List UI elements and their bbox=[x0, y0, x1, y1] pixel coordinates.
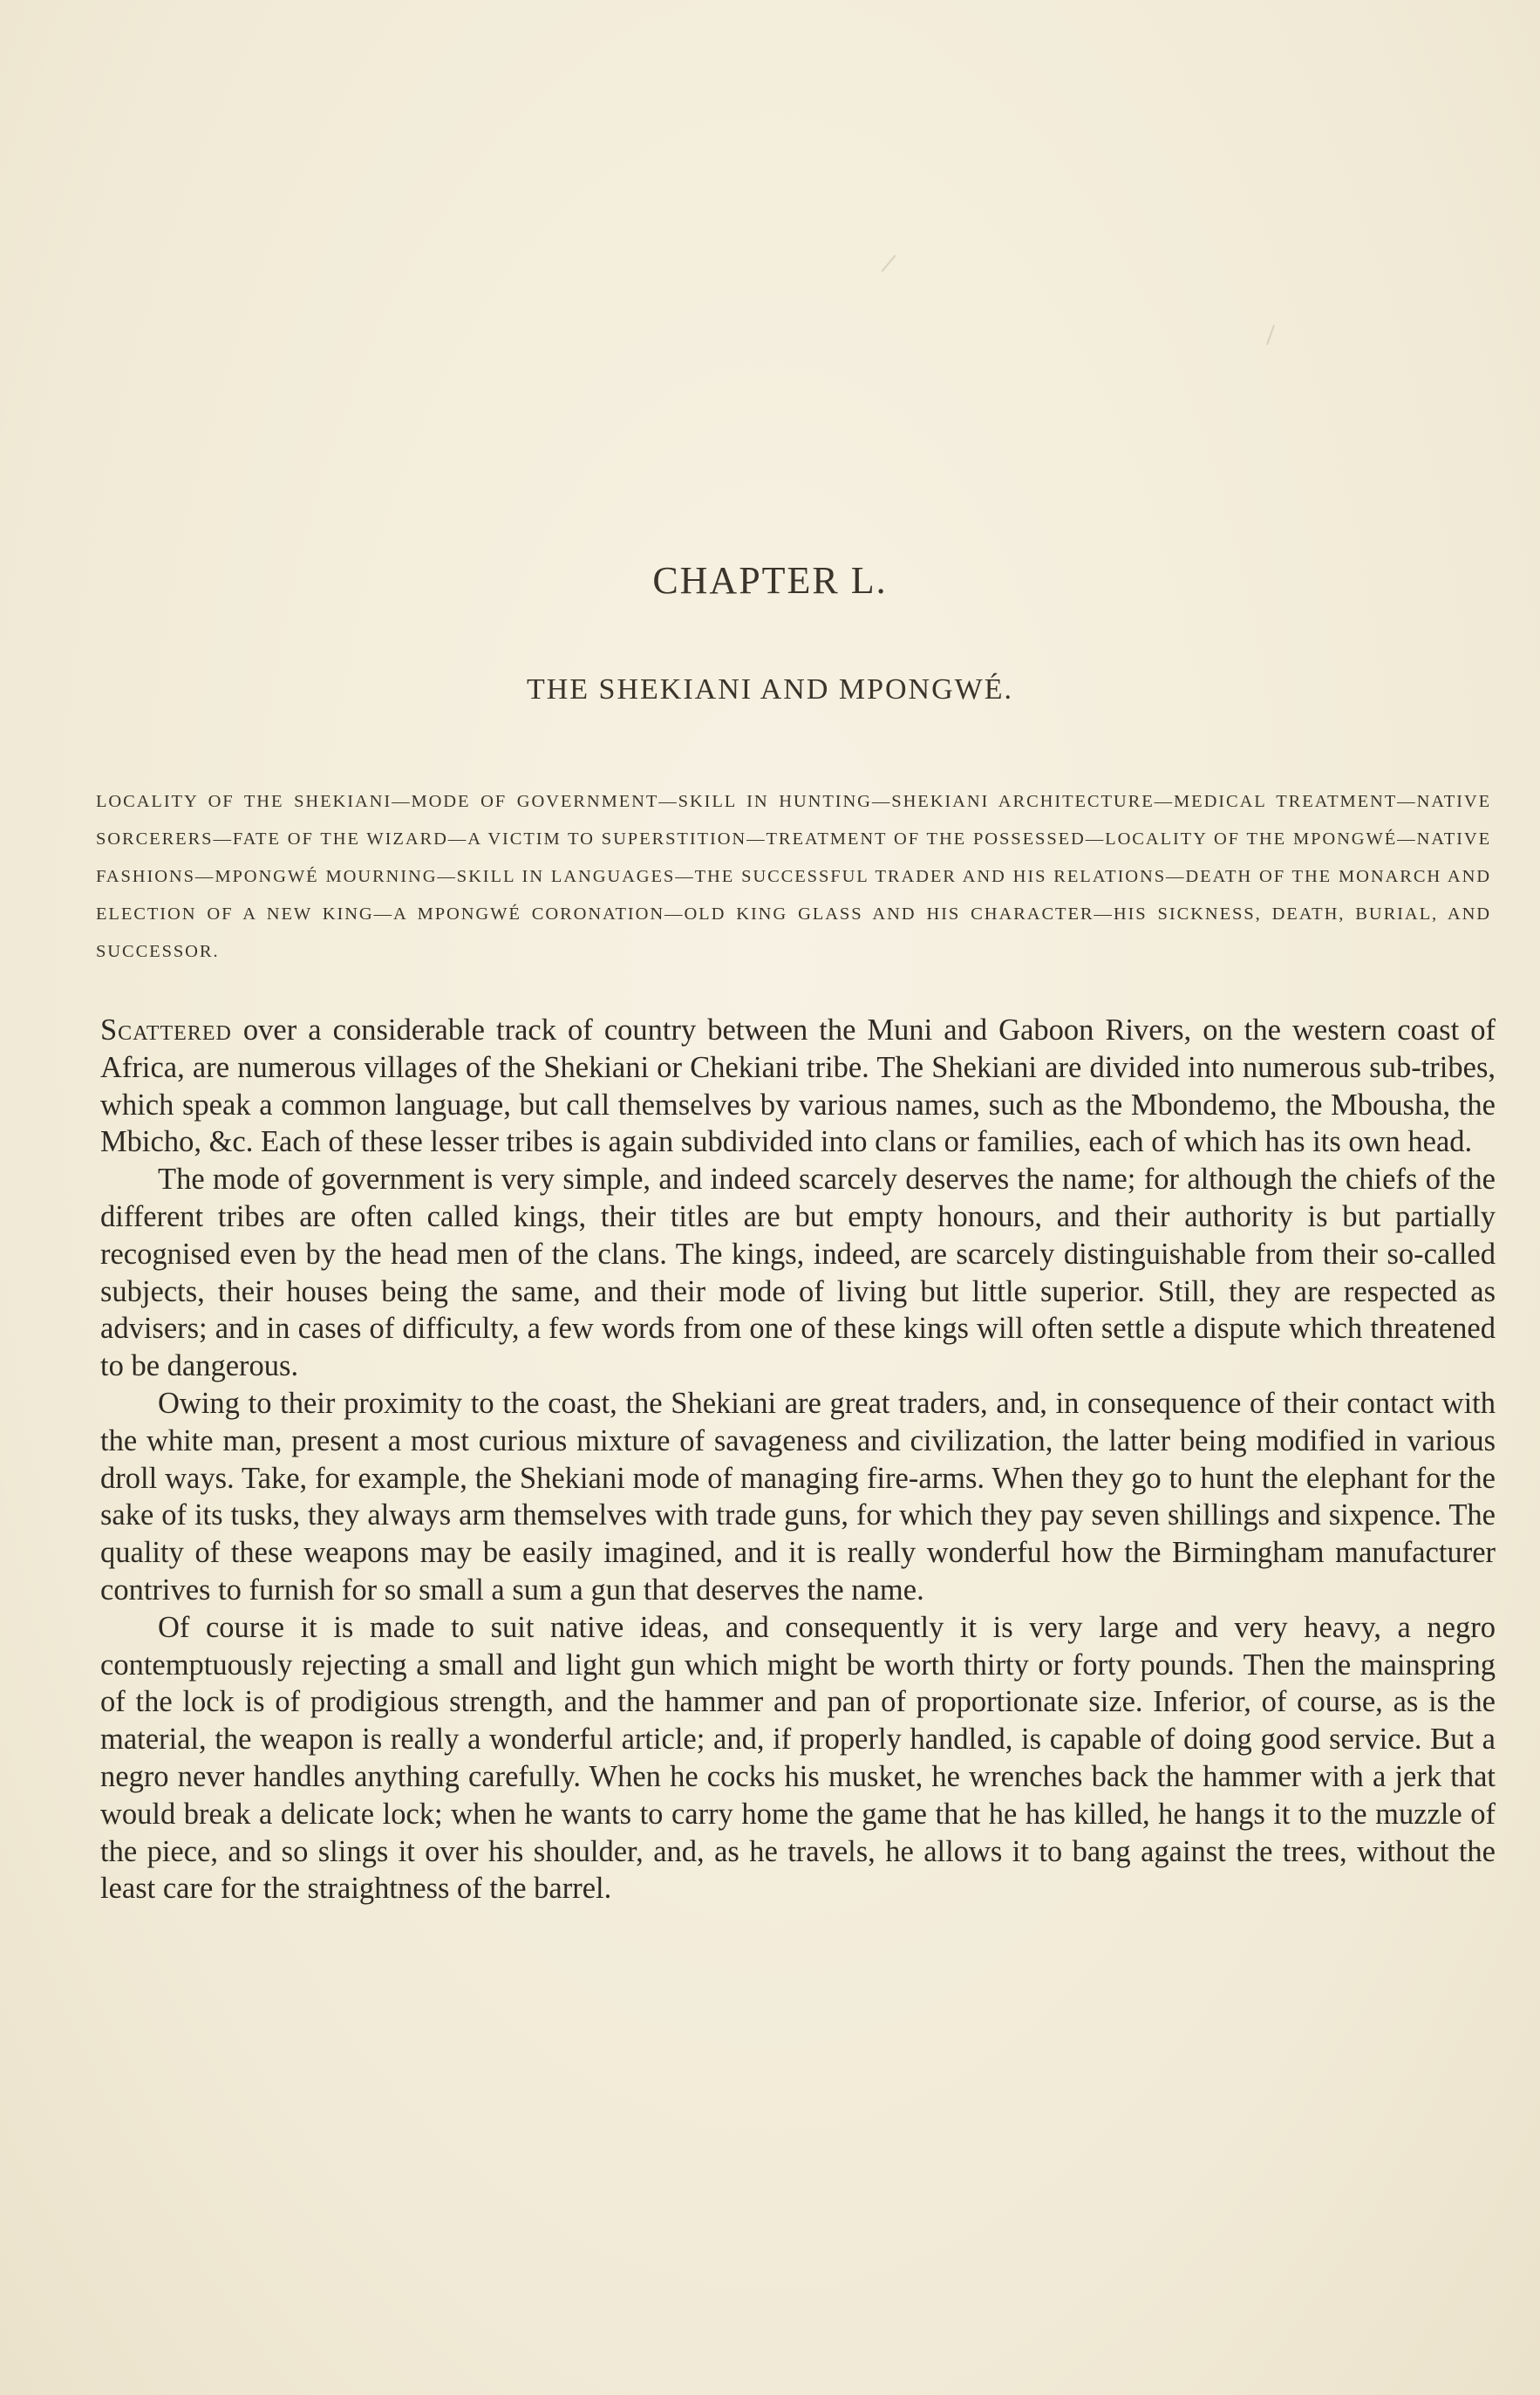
paper-speck bbox=[882, 255, 896, 272]
chapter-body bbox=[100, 1012, 1496, 1907]
paragraph-1-text: over a considerable track of country between the Muni and Gaboon Rivers, on the western coast of Africa, are numerous villages of the Shekiani or Chekiani tribe. The Shekiani are divided into numerous sub-tribes, which speak a common language, but call themselves by various names, such as the Mbondemo, the Mbousha, the Mbicho, &c. Each of these lesser tribes is again subdivided into clans or families, each of which has its own head. bbox=[100, 1013, 1496, 1159]
paragraph-4: Of course it is made to suit native ideas, and consequently it is very large and very heavy, a negro contemptuously rejecting a small and light gun which might be worth thirty or forty pounds. Then the mainspring of the lock is of prodigious strength, and the hammer and pan of proportionate size. Inferior, of course, as is the material, the weapon is really a wonderful article; and, if properly handled, is capable of doing good service. But a negro never handles anything carefully. When he cocks his musket, he wrenches back the hammer with a jerk that would break a delicate lock; when he wants to carry home the game that he has killed, he hangs it to the muzzle of the piece, and so slings it over his shoulder, and, as he travels, he allows it to bang against the trees, without the least care for the straightness of the barrel. bbox=[100, 1610, 1496, 1906]
chapter-synopsis: LOCALITY OF THE SHEKIANI—MODE OF GOVERNMENT—SKILL IN HUNTING—SHEKIANI ARCHITECTURE—MEDICAL TREATMENT—NATIVE SORCERERS—FATE OF THE WIZARD—A VICTIM TO SUPERSTITION—TREATMENT OF THE POSSESSED—LOCALITY OF THE MPONGWÉ—NATIVE FASHIONS—MPONGWÉ MOURNING—SKILL IN LANGUAGES—THE SUCCESSFUL TRADER AND HIS RELATIONS—DEATH OF THE MONARCH AND ELECTION OF A NEW KING—A MPONGWÉ CORONATION—OLD KING GLASS AND HIS CHARACTER—HIS SICKNESS, DEATH, BURIAL, AND SUCCESSOR. bbox=[96, 792, 1491, 961]
opening-word: Scattered bbox=[100, 1013, 232, 1047]
paragraph-2: The mode of government is very simple, and indeed scarcely deserves the name; for although the chiefs of the different tribes are often called kings, their titles are but empty honours, and their authority is but partially recognised even by the head men of the clans. The kings, indeed, are scarcely distinguishable from their so-called subjects, their houses being the same, and their mode of living but little superior. Still, they are respected as advisers; and in cases of difficulty, a few words from one of these kings will often settle a dispute which threatened to be dangerous. bbox=[100, 1163, 1496, 1383]
chapter-subtitle: THE SHEKIANI AND MPONGWÉ. bbox=[526, 673, 1014, 706]
paragraph-1 bbox=[100, 1012, 1496, 1161]
chapter-title: CHAPTER L. bbox=[652, 559, 888, 602]
paragraph-3: Owing to their proximity to the coast, the Shekiani are great traders, and, in consequence of their contact with the white man, present a most curious mixture of savageness and civilization, the latter being modified in various droll ways. Take, for example, the Shekiani mode of managing fire-arms. When they go to hunt the elephant for the sake of its tusks, they always arm themselves with trade guns, for which they pay seven shillings and sixpence. The quality of these weapons may be easily imagined, and it is really wonderful how the Birmingham manufacturer contrives to furnish for so small a sum a gun that deserves the name. bbox=[100, 1386, 1496, 1607]
paper-speck bbox=[1266, 324, 1275, 345]
